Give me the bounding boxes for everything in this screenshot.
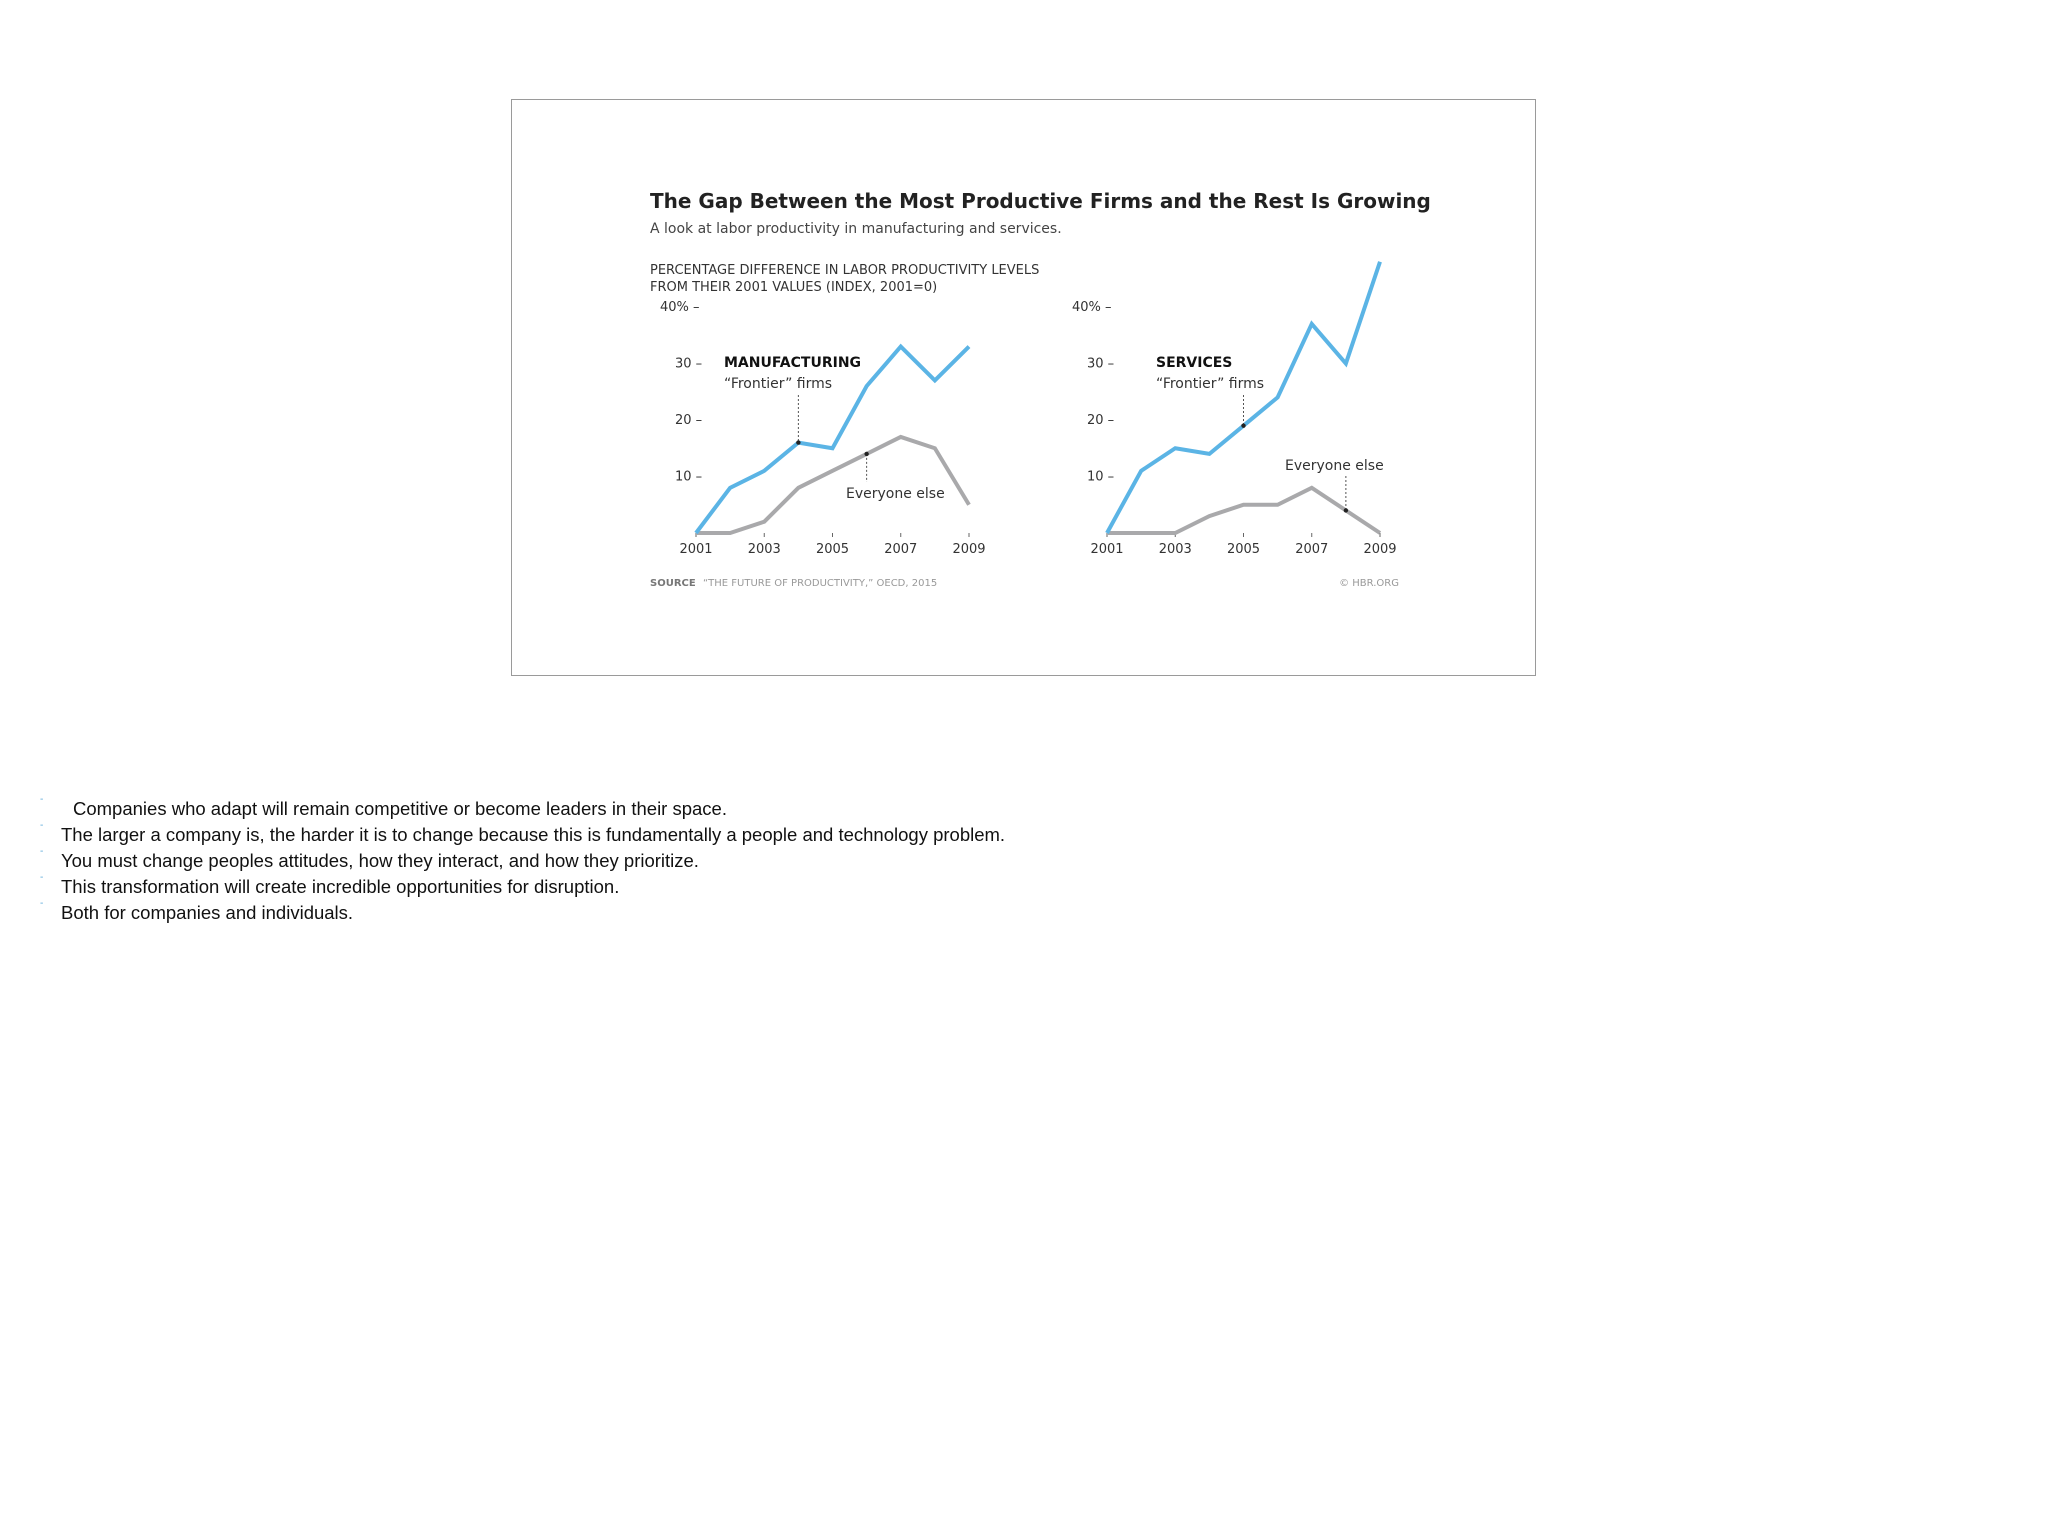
x-tick-label: 2009 (1363, 542, 1397, 557)
note-bullet: - (40, 846, 44, 857)
x-tick-label: 2007 (1295, 542, 1329, 557)
panel-title: MANUFACTURING (724, 355, 862, 371)
y-tick-label: 20 – (1087, 413, 1115, 428)
x-tick-label: 2001 (679, 542, 713, 557)
credit-text: © HBR.ORG (1339, 578, 1399, 589)
everyone-else-leader-dot (1344, 508, 1348, 512)
x-tick-label: 2005 (815, 542, 850, 557)
note-bullet: - (40, 820, 44, 831)
y-tick-label: 10 – (1087, 469, 1115, 485)
y-axis-label-line1: PERCENTAGE DIFFERENCE IN LABOR PRODUCTIVITY LEVELS (650, 263, 1040, 278)
frontier-series-label: “Frontier” firms (1156, 376, 1265, 392)
note-item (0, 794, 1400, 824)
note-item (0, 898, 1400, 928)
note-text: This transformation will create incredible opportunities for disruption. (61, 876, 620, 897)
x-tick-label: 2001 (1090, 542, 1124, 557)
x-tick-label: 2003 (1158, 542, 1192, 557)
y-tick-label: 30 – (1087, 356, 1115, 372)
note-bullet: - (40, 898, 44, 909)
note-item (0, 846, 1400, 876)
source-label: SOURCE (650, 578, 696, 589)
note-bullet: - (40, 872, 44, 883)
y-tick-label: 40% – (1072, 300, 1112, 315)
note-text: You must change peoples attitudes, how they interact, and how they prioritize. (61, 850, 699, 871)
chart-svg (512, 100, 1537, 677)
everyone-else-series-label: Everyone else (846, 486, 945, 502)
chart-subtitle: A look at labor productivity in manufacturing and services. (650, 221, 1062, 237)
y-tick-label: 40% – (660, 300, 700, 315)
everyone-else-series-line (1107, 488, 1380, 533)
speaker-notes (0, 794, 1400, 928)
x-tick-label: 2003 (747, 542, 781, 557)
frontier-leader-dot (1241, 423, 1245, 427)
frontier-series-line (696, 347, 969, 533)
everyone-else-series-label: Everyone else (1285, 458, 1384, 474)
x-tick-label: 2007 (884, 542, 918, 557)
chart-slide-frame (511, 99, 1536, 676)
y-tick-label: 30 – (675, 356, 703, 372)
panel-title: SERVICES (1156, 355, 1233, 371)
everyone-else-leader-dot (864, 452, 868, 456)
note-text: Both for companies and individuals. (61, 902, 354, 923)
note-bullet: - (40, 794, 44, 805)
x-tick-label: 2009 (952, 542, 986, 557)
source-text: “THE FUTURE OF PRODUCTIVITY,” OECD, 2015 (703, 578, 938, 589)
y-tick-label: 20 – (675, 413, 703, 428)
frontier-series-label: “Frontier” firms (724, 376, 833, 392)
note-text: Companies who adapt will remain competitive or become leaders in their space. (73, 798, 727, 819)
chart-panels (660, 262, 1397, 557)
y-tick-label: 10 – (675, 469, 703, 485)
note-item (0, 872, 1400, 902)
frontier-series-line (1107, 262, 1380, 533)
x-tick-label: 2005 (1226, 542, 1261, 557)
note-item (0, 820, 1400, 850)
y-axis-label-line2: FROM THEIR 2001 VALUES (INDEX, 2001=0) (650, 280, 938, 295)
frontier-leader-dot (796, 440, 800, 444)
chart-title: The Gap Between the Most Productive Firms and the Rest Is Growing (650, 189, 1431, 213)
note-text: The larger a company is, the harder it is to change because this is fundamentally a people and technology problem. (61, 824, 1006, 845)
